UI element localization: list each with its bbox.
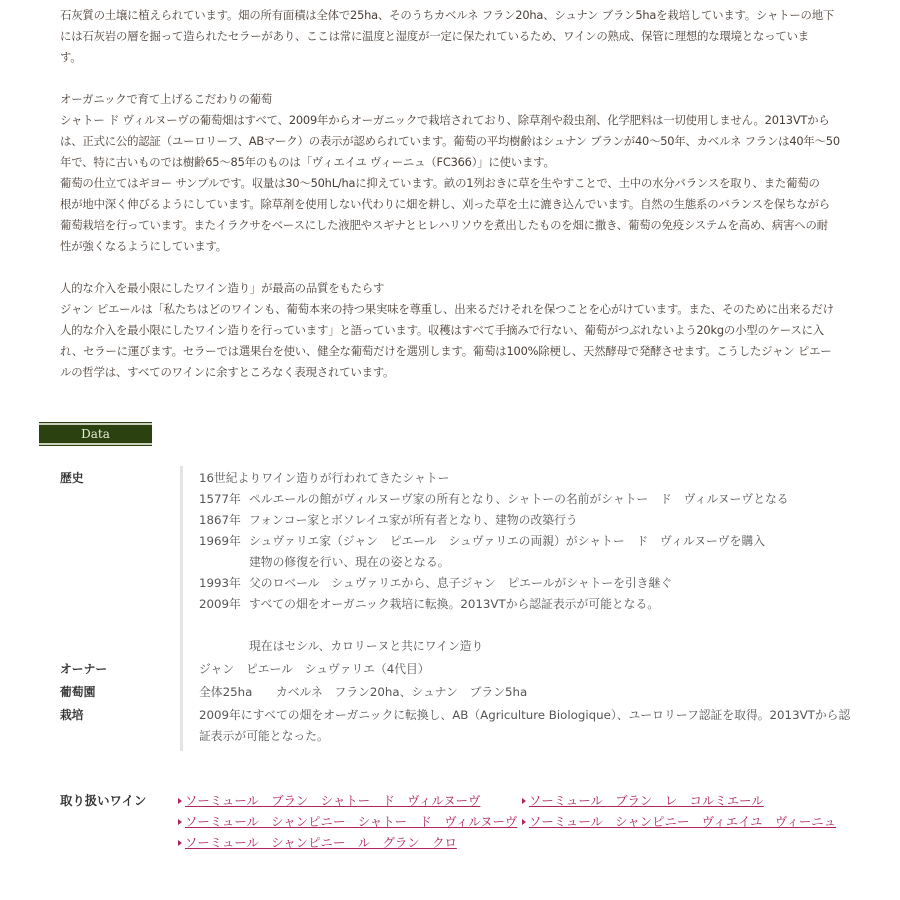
- history-intro: 16世紀よりワイン造りが行われてきたシャトー: [199, 471, 450, 485]
- cultivation-label: 栽培: [60, 708, 84, 722]
- section-heading-philosophy: 人的な介入を最小限にしたワイン造り」が最高の品質をもたらす: [60, 281, 385, 295]
- history-row: [60, 466, 860, 657]
- organic-line: は、正式に公的認証（ユーロリーフ、ABマーク）の表示が認められています。葡萄の平均樹齢はシュナン ブランが40～50年、カベルネ フランは40年～50: [60, 134, 840, 148]
- history-year: 1867年: [199, 513, 241, 527]
- wine-link-label: ソーミュール ブラン レ コルミエール: [529, 793, 764, 808]
- history-entry: [199, 489, 860, 510]
- wine-link[interactable]: [178, 811, 522, 832]
- history-year: 1969年: [199, 534, 241, 548]
- data-section-header: Data: [39, 422, 152, 446]
- wines-label: 取り扱いワイン: [60, 793, 147, 808]
- wine-link-label: ソーミュール シャンピニー ル グラン クロ: [185, 835, 457, 850]
- wine-link-label: ソーミュール シャンピニー シャトー ド ヴィルヌーヴ: [185, 814, 518, 829]
- organic-line: 根が地中深く伸びるようにしています。除草剤を使用しない代わりに畑を耕し、刈った草を土に漉き込んでいます。自然の生態系のバランスを保ちながら: [60, 197, 830, 211]
- history-entry: [199, 510, 860, 531]
- intro-line: には石灰岩の層を掘って造られたセラーがあり、ここは常に温度と湿度が一定に保たれているため、ワインの熟成、保管に理想的な環境となっていま: [60, 29, 809, 43]
- history-text: 建物の修復を行い、現在の姿となる。: [249, 555, 450, 569]
- history-text: シュヴァリエ家（ジャン ピエール シュヴァリエの両親）がシャトー ド ヴィルヌーヴを購入: [249, 534, 765, 548]
- vineyard-text: 全体25ha カベルネ フラン20ha、シュナン ブラン5ha: [199, 685, 528, 699]
- intro-line: す。: [60, 50, 82, 64]
- organic-line: 葡萄の仕立てはギヨー サンプルです。収量は30～50hL/haに抑えています。畝の1列おきに草を生やすことで、土中の水分バランスを取り、また葡萄の: [60, 176, 820, 190]
- philosophy-line: ルの哲学は、すべてのワインに余すところなく表現されています。: [60, 365, 395, 379]
- history-year: 1577年: [199, 492, 241, 506]
- wine-link[interactable]: [178, 790, 522, 811]
- organic-line: 年で、特に古いものでは樹齢65～85年のものは「ヴィエイユ ヴィーニュ（FC366）」に使います。: [60, 155, 555, 169]
- vineyard-row: [60, 680, 860, 703]
- triangle-right-icon: [178, 819, 182, 825]
- wine-link[interactable]: [522, 811, 862, 832]
- philosophy-line: 人的な介入を最小限にしたワイン造りを行っています」と語っています。収穫はすべて手摘みで行ない、葡萄がつぶれないよう20kgの小型のケースに入: [60, 323, 825, 337]
- data-table: [60, 466, 860, 751]
- history-text: ペルエールの館がヴィルヌーヴ家の所有となり、シャトーの名前がシャトー ド ヴィルヌーヴとなる: [249, 492, 789, 506]
- owner-text: ジャン ピエール シュヴァリエ（4代目）: [199, 662, 430, 676]
- organic-line: 葡萄栽培を行っています。またイラクサをベースにした液肥やスギナとヒレハリソウを煮出したものを畑に撒き、葡萄の免疫システムを高め、病害への耐: [60, 218, 828, 232]
- cultivation-value: [180, 703, 860, 751]
- history-entry: [199, 594, 860, 615]
- wine-link[interactable]: [522, 790, 862, 811]
- wines-section: [60, 790, 860, 853]
- organic-line: 性が強くなるようにしています。: [60, 239, 227, 253]
- cultivation-row: [60, 703, 860, 751]
- wine-links: [178, 790, 862, 853]
- wine-link[interactable]: [178, 832, 522, 853]
- history-year: 1993年: [199, 576, 241, 590]
- owner-value: [180, 657, 860, 680]
- owner-label: オーナー: [60, 662, 108, 676]
- history-entry: [199, 531, 860, 552]
- article-body: [60, 5, 850, 383]
- wine-link-label: ソーミュール シャンピニー ヴィエイユ ヴィーニュ: [529, 814, 837, 829]
- history-label: 歴史: [60, 471, 84, 485]
- triangle-right-icon: [178, 840, 182, 846]
- history-year: 2009年: [199, 597, 241, 611]
- philosophy-line: れ、セラーに運びます。セラーでは選果台を使い、健全な葡萄だけを選別します。葡萄は100%除梗し、天然酵母で発酵させます。こうしたジャン ピエー: [60, 344, 832, 358]
- vineyard-value: [180, 680, 860, 703]
- history-note: 現在はセシル、カロリーヌと共にワイン造り: [249, 639, 484, 653]
- vineyard-label: 葡萄園: [60, 685, 96, 699]
- triangle-right-icon: [522, 798, 526, 804]
- triangle-right-icon: [178, 798, 182, 804]
- history-text: すべての畑をオーガニック栽培に転換。2013VTから認証表示が可能となる。: [249, 597, 660, 611]
- history-text: 父のロベール シュヴァリエから、息子ジャン ピエールがシャトーを引き継ぐ: [249, 576, 673, 590]
- philosophy-line: ジャン ピエールは「私たちはどのワインも、葡萄本来の持つ果実味を尊重し、出来るだけそれを保つことを心がけています。また、そのために出来るだけ: [60, 302, 834, 316]
- history-entry: [199, 552, 860, 573]
- history-value: [180, 466, 860, 657]
- section-heading-organic: オーガニックで育て上げるこだわりの葡萄: [60, 92, 272, 106]
- history-text: フォンコー家とボソレイユ家が所有者となり、建物の改築行う: [249, 513, 578, 527]
- intro-line: 石灰質の土壌に植えられています。畑の所有面積は全体で25ha、そのうちカベルネ フラン20ha、シュナン ブラン5haを栽培しています。シャトーの地下: [60, 8, 835, 22]
- wine-link-label: ソーミュール ブラン シャトー ド ヴィルヌーヴ: [185, 793, 481, 808]
- triangle-right-icon: [522, 819, 526, 825]
- cultivation-text: 2009年にすべての畑をオーガニックに転換し、AB（Agriculture Biologique）、ユーロリーフ認証を取得。2013VTから認証表示が可能となった。: [199, 708, 851, 743]
- owner-row: [60, 657, 860, 680]
- history-entry: [199, 573, 860, 594]
- organic-line: シャトー ド ヴィルヌーヴの葡萄畑はすべて、2009年からオーガニックで栽培されており、除草剤や殺虫剤、化学肥料は一切使用しません。2013VTから: [60, 113, 830, 127]
